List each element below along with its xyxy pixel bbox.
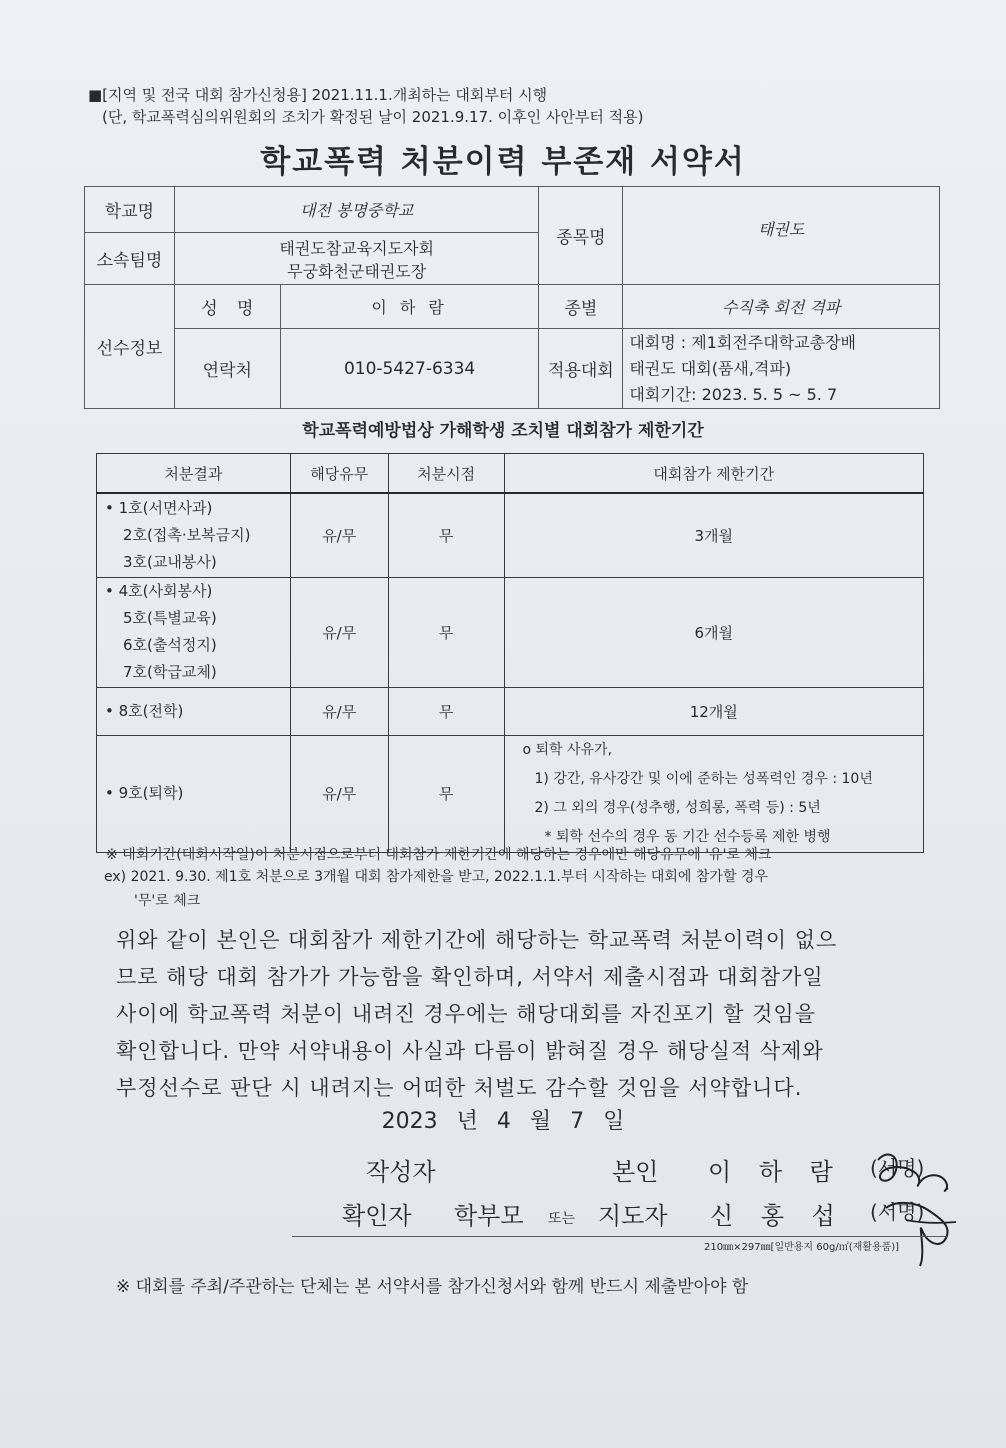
category-value: 수직축 회전 격파 — [623, 285, 940, 329]
result-item: 7호(학급교체) — [123, 663, 217, 681]
rules-subtitle: 학교폭력예방법상 가해학생 조치별 대회참가 제한기간 — [302, 421, 704, 441]
applicable-cell: 유/무 — [290, 735, 388, 852]
pledge-date: 2023 년 4 월 7 일 — [381, 1109, 625, 1134]
contact-label: 연락처 — [174, 329, 280, 409]
paper-spec: 210㎜×297㎜[일반용지 60g/㎡(재활용품)] — [704, 1242, 900, 1253]
header-line-1: ■[지역 및 전국 대회 참가신청용] 2021.11.1.개최하는 대회부터 시행 — [88, 86, 548, 104]
competition-value — [623, 329, 940, 409]
footnote-1: ※ 대회기간(대회시작일)이 처분시점으로부터 대회참가 제한기간에 해당하는 경우에만 해당유무에 '유'로 체크 — [106, 847, 772, 863]
coach-name: 신 홍 섭 — [710, 1202, 845, 1230]
header-line-2: (단, 학교폭력심의위원회의 조치가 확정된 날이 2021.9.17. 이후인 사안부터 적용) — [102, 108, 644, 126]
limit-cell: 6개월 — [504, 577, 924, 687]
team-value — [174, 233, 539, 285]
result-item: • 1호(서면사과) — [105, 498, 213, 517]
limit-cell: 12개월 — [504, 687, 924, 735]
result-item: • 8호(전학) — [105, 701, 184, 720]
table-row — [97, 735, 924, 852]
header-timing: 처분시점 — [388, 454, 504, 494]
contact-value: 010-5427-6334 — [280, 329, 539, 409]
applicable-cell: 유/무 — [290, 687, 388, 735]
result-item: 2호(접촉·보복금지) — [123, 525, 251, 544]
event-label: 종목명 — [539, 187, 623, 285]
signature-mark-2: (서명) — [870, 1200, 925, 1224]
divider-line — [292, 1236, 948, 1237]
table-row — [97, 493, 924, 577]
limit-note: 1) 강간, 유사강간 및 이에 준하는 성폭력인 경우 : 10년 — [534, 770, 873, 787]
table-row — [97, 577, 924, 687]
team-value-line-1: 태권도참교육지도자회 — [279, 238, 434, 258]
name-label: 성 명 — [174, 285, 280, 329]
result-cell — [97, 735, 291, 852]
self-name: 이 하 람 — [708, 1158, 843, 1186]
team-value-line-2: 무궁화천군태권도장 — [287, 261, 427, 281]
pledge-line: 확인합니다. 만약 서약내용이 사실과 다름이 밝혀질 경우 해당실적 삭제와 — [116, 1039, 824, 1063]
result-item: • 4호(사회봉사) — [105, 582, 213, 600]
competition-line-2: 태권도 대회(품새,격파) — [629, 358, 792, 378]
result-item: 3호(교내봉사) — [123, 552, 217, 571]
athlete-label: 선수정보 — [85, 285, 175, 409]
school-value: 대전 봉명중학교 — [174, 187, 539, 233]
pledge-line: 위와 같이 본인은 대회참가 제한기간에 해당하는 학교폭력 처분이력이 없으 — [116, 928, 838, 952]
limit-note: o 퇴학 사유가, — [522, 741, 613, 758]
limit-cell: 3개월 — [504, 493, 924, 577]
result-item: 5호(특별교육) — [123, 609, 217, 627]
header-result: 처분결과 — [97, 454, 291, 494]
pledge-text — [116, 922, 936, 1107]
competition-line-3: 대회기간: 2023. 5. 5 ~ 5. 7 — [629, 384, 838, 404]
result-cell — [97, 493, 291, 577]
pledge-line: 사이에 학교폭력 처분이 내려진 경우에는 해당대회를 자진포기 할 것임을 — [116, 1002, 816, 1026]
competition-line-1: 대회명 : 제1회전주대학교총장배 — [629, 332, 856, 352]
header-limit: 대회참가 제한기간 — [504, 454, 924, 494]
school-label: 학교명 — [85, 187, 175, 233]
result-item: 6호(출석정지) — [123, 636, 217, 654]
limit-note: 2) 그 외의 경우(성추행, 성희롱, 폭력 등) : 5년 — [534, 799, 821, 816]
applicable-cell: 유/무 — [290, 493, 388, 577]
result-item: • 9호(퇴학) — [105, 784, 184, 802]
document-title: 학교폭력 처분이력 부존재 서약서 — [260, 144, 746, 180]
competition-label: 적용대회 — [539, 329, 623, 409]
category-label: 종별 — [539, 285, 623, 329]
parent-label: 학부모 — [454, 1202, 524, 1230]
coach-label: 지도자 — [598, 1202, 668, 1230]
sanction-rules-table — [96, 453, 924, 853]
applicable-cell: 유/무 — [290, 577, 388, 687]
limit-cell — [504, 735, 924, 852]
event-value: 태권도 — [623, 187, 940, 285]
header-applicable: 해당유무 — [290, 454, 388, 494]
or-label: 또는 — [548, 1211, 576, 1227]
team-label: 소속팀명 — [85, 233, 175, 285]
footnote-3: '무'로 체크 — [134, 893, 201, 909]
timing-cell: 무 — [388, 493, 504, 577]
timing-cell: 무 — [388, 577, 504, 687]
footnote-2: ex) 2021. 9.30. 제1호 처분으로 3개월 대회 참가제한을 받고, 2022.1.1.부터 시작하는 대회에 참가할 경우 — [104, 869, 768, 885]
timing-cell: 무 — [388, 687, 504, 735]
name-value: 이 하 람 — [280, 285, 539, 329]
writer-label: 작성자 — [366, 1158, 436, 1186]
athlete-info-table — [84, 186, 940, 409]
table-row — [97, 687, 924, 735]
limit-note: * 퇴학 선수의 경우 동 기간 선수등록 제한 병행 — [544, 828, 831, 845]
pledge-line: 부정선수로 판단 시 내려지는 어떠한 처벌도 감수할 것임을 서약합니다. — [116, 1076, 803, 1100]
timing-cell: 무 — [388, 735, 504, 852]
self-label: 본인 — [612, 1158, 659, 1186]
result-cell — [97, 577, 291, 687]
signature-mark-1: (서명) — [870, 1156, 925, 1180]
confirmer-label: 확인자 — [342, 1202, 412, 1230]
pledge-line: 므로 해당 대회 참가가 가능함을 확인하며, 서약서 제출시점과 대회참가일 — [116, 965, 824, 989]
result-cell — [97, 687, 291, 735]
bottom-note: ※ 대회를 주최/주관하는 단체는 본 서약서를 참가신청서와 함께 반드시 제출받아야 함 — [116, 1277, 749, 1297]
